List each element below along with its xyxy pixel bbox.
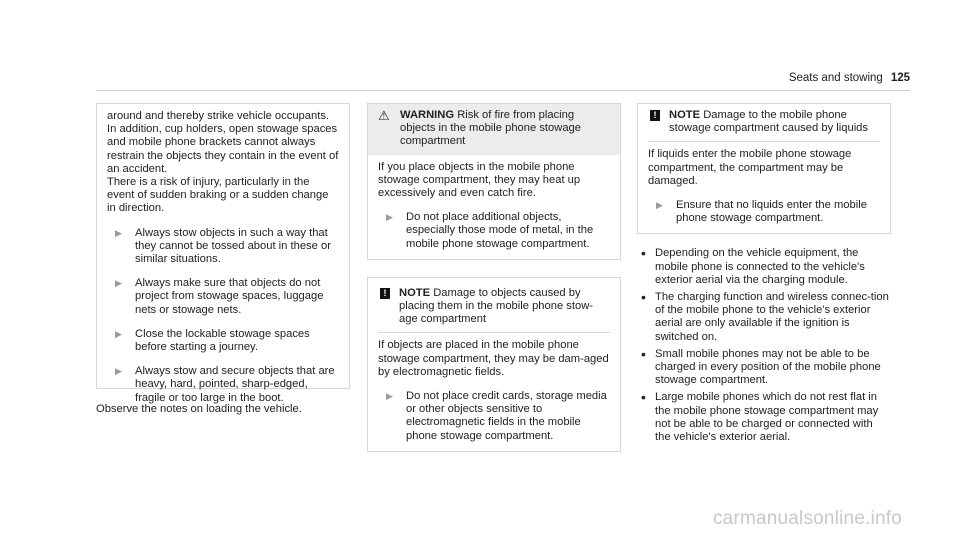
warning-title: Risk of fire from placing objects in the mobile phone stowage compartment (400, 109, 581, 148)
list-item-text: Small mobile phones may not be able to be charged in every position of the mobile phone stowage compartment. (655, 347, 881, 387)
note-header (638, 104, 890, 141)
page-number: 125 (890, 72, 910, 84)
step-text: Do not place additional objects, especially those mode of metal, in the mobile phone stowage compartment. (406, 211, 594, 250)
bullet-dot-icon: • (641, 289, 646, 306)
note-body: If objects are placed in the mobile phone stowage compartment, they may be dam-aged by electromagnetic fields. (378, 339, 609, 378)
loading-notes-text: Observe the notes on loading the vehicle. (96, 403, 302, 415)
step-text: Do not place credit cards, storage media or other objects sensitive to electromagnetic fields in the mobile phone stowage compartment. (406, 390, 607, 442)
step-text: Always make sure that objects do not project from stowage spaces, luggage nets or stowage nets. (135, 277, 324, 316)
info-bullet-list (637, 247, 891, 444)
column-middle (367, 103, 621, 452)
list-item-text: Depending on the vehicle equipment, the mobile phone is connected to the vehicle's exterior aerial via the charging module. (655, 247, 865, 286)
warning-label: WARNING (400, 109, 455, 121)
warning-text-continued: around and thereby strike vehicle occupants. In addition, cup holders, open stowage spaces and mobile phone brackets cannot always restrain the objects they contain in the event of an accident. (107, 110, 339, 175)
instruction-step (107, 328, 339, 354)
triangle-arrow-icon: ▶ (115, 328, 122, 339)
column-left (96, 103, 350, 416)
list-item (637, 247, 891, 287)
instruction-step (107, 365, 339, 405)
page-footer (0, 493, 960, 533)
step-text: Close the lockable stowage spaces before starting a journey. (135, 327, 310, 354)
triangle-arrow-icon: ▶ (115, 227, 122, 238)
notice-icon: ! (650, 110, 660, 121)
bullet-dot-icon: • (641, 389, 646, 406)
risk-text: There is a risk of injury, particularly in the event of sudden braking or a sudden change in direction. (107, 176, 329, 215)
note-title: Damage to the mobile phone stowage compartment caused by liquids (669, 109, 868, 135)
list-item-text: The charging function and wireless connec-tion of the mobile phone to the vehicle's exterior aerial are only available if the ignition is switched on. (655, 291, 889, 343)
note-label: NOTE (669, 109, 701, 121)
instruction-step (107, 277, 339, 317)
triangle-arrow-icon: ▶ (115, 366, 122, 377)
triangle-arrow-icon: ▶ (386, 391, 393, 402)
note-body: If liquids enter the mobile phone stowage compartment, the compartment may be damaged. (648, 148, 852, 187)
bullet-dot-icon: • (641, 345, 646, 362)
warning-body: If you place objects in the mobile phone stowage compartment, they may heat up excessively and even catch fire. (378, 160, 581, 200)
continued-warning-box (96, 103, 350, 404)
column-right (637, 103, 891, 448)
triangle-arrow-icon: ▶ (656, 200, 663, 211)
instruction-step (378, 390, 610, 443)
section-title: Seats and stowing (788, 72, 883, 84)
instruction-step (648, 199, 880, 225)
header-rule (96, 90, 910, 91)
list-item (637, 391, 891, 444)
instruction-step (378, 211, 610, 251)
warning-triangle-icon: ⚠ (378, 108, 390, 123)
warning-box (367, 103, 621, 260)
step-text: Always stow and secure objects that are heavy, hard, pointed, sharp-edged, fragile or too large in the boot. (135, 365, 335, 404)
list-item (637, 291, 891, 344)
page-header (0, 0, 960, 90)
triangle-arrow-icon: ▶ (386, 212, 393, 223)
step-text: Ensure that no liquids enter the mobile phone stowage compartment. (676, 199, 867, 225)
note-header (368, 278, 620, 333)
instruction-step (107, 227, 339, 267)
note-box (637, 103, 891, 234)
running-header (789, 72, 910, 85)
notice-icon: ! (380, 288, 390, 299)
triangle-arrow-icon: ▶ (115, 278, 122, 289)
note-box (367, 277, 621, 452)
step-text: Always stow objects in such a way that they cannot be tossed about in these or similar situations. (135, 226, 331, 266)
note-title: Damage to objects caused by placing them in the mobile phone stow-age compartment (399, 286, 594, 326)
warning-header (368, 104, 620, 155)
list-item-text: Large mobile phones which do not rest flat in the mobile phone stowage compartment may not be able to be charged or connected with the vehicle's exterior aerial. (655, 391, 879, 444)
bullet-dot-icon: • (641, 245, 646, 262)
list-item (637, 345, 891, 388)
note-label: NOTE (399, 286, 431, 299)
watermark: carmanualsonline.info (712, 507, 902, 529)
